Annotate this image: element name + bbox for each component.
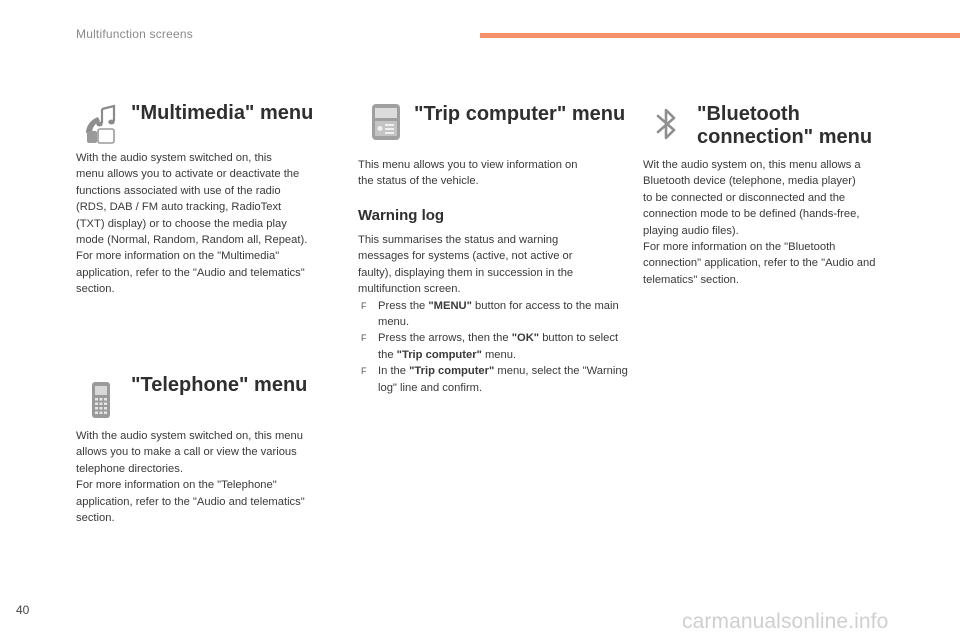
text-line: multifunction screen. — [358, 283, 461, 296]
text-line: application, refer to the "Audio and telematics" — [76, 266, 305, 279]
page-header-title: Multifunction screens — [76, 27, 193, 41]
bullet-mark: F — [361, 300, 367, 311]
text-line: With the audio system switched on, this — [76, 152, 272, 164]
text-line: messages for systems (active, not active or — [358, 250, 573, 263]
warning-log-steps — [358, 298, 633, 396]
text-line: application, refer to the "Audio and telematics" — [76, 495, 305, 508]
text-line: playing audio files). — [643, 224, 739, 237]
bluetooth-icon — [644, 102, 688, 146]
list-item — [358, 363, 633, 396]
step-text: Press the — [378, 299, 429, 312]
step-text: Press the arrows, then the — [378, 332, 512, 345]
step-text: button to select the — [378, 332, 619, 361]
step-text: menu, select the "Warning log" line and confirm. — [378, 365, 628, 394]
text-line: to be connected or disconnected and the — [643, 191, 846, 204]
trip-computer-intro — [358, 157, 633, 190]
trip-computer-menu-heading: "Trip computer" menu — [414, 103, 626, 125]
text-line: This summarises the status and warning — [358, 234, 559, 246]
trip-computer-icon — [364, 101, 408, 145]
text-line: For more information on the "Telephone" — [76, 479, 277, 492]
text-line: With the audio system switched on, this menu — [76, 430, 303, 442]
mobile-phone-icon — [78, 378, 122, 422]
text-line: telematics" section. — [643, 273, 739, 286]
telephone-menu-body — [76, 428, 346, 526]
text-line: This menu allows you to view information on — [358, 159, 578, 171]
page-number: 40 — [16, 603, 30, 617]
warning-log-body — [358, 232, 633, 396]
header-accent-bar — [480, 33, 960, 38]
step-bold-text: "Trip computer" — [396, 348, 482, 361]
text-line: section. — [76, 283, 115, 296]
heading-line: "Bluetooth — [697, 103, 800, 125]
bluetooth-menu-body — [643, 157, 923, 288]
step-bold-text: "OK" — [511, 332, 540, 345]
step-text: In the — [378, 365, 410, 378]
text-line: mode (Normal, Random, Random all, Repeat). — [76, 234, 308, 247]
text-line: For more information on the "Bluetooth — [643, 241, 836, 254]
text-line: menu allows you to activate or deactivate the — [76, 168, 300, 181]
text-line: (RDS, DAB / FM auto tracking, RadioText — [76, 201, 282, 214]
warning-log-heading: Warning log — [358, 207, 445, 224]
step-bold-text: "Trip computer" — [409, 365, 495, 378]
list-item — [358, 330, 633, 363]
list-item — [358, 298, 633, 331]
text-line: functions associated with use of the radio — [76, 184, 281, 197]
text-line: telephone directories. — [76, 462, 183, 475]
watermark-text: carmanualsonline.info — [682, 610, 889, 633]
multimedia-menu-heading: "Multimedia" menu — [131, 102, 314, 124]
text-line: (TXT) display) or to choose the media play — [76, 217, 287, 230]
step-text: menu. — [481, 348, 517, 361]
text-line: allows you to make a call or view the various — [76, 446, 297, 459]
bluetooth-menu-heading — [697, 103, 872, 149]
text-line: section. — [76, 512, 115, 525]
heading-line: connection" menu — [697, 126, 873, 148]
telephone-menu-heading: "Telephone" menu — [131, 374, 308, 396]
text-line: Bluetooth device (telephone, media player) — [643, 175, 856, 188]
text-line: connection" application, refer to the "Audio and — [643, 257, 876, 270]
music-phone-icon — [78, 103, 122, 147]
text-line: the status of the vehicle. — [358, 175, 479, 188]
multimedia-menu-body — [76, 150, 346, 298]
step-bold-text: "MENU" — [428, 299, 472, 312]
text-line: Wit the audio system on, this menu allows a — [643, 159, 861, 171]
text-line: connection mode to be defined (hands-free, — [643, 208, 860, 221]
step-text: button for access to the main menu. — [378, 299, 619, 329]
bullet-mark: F — [361, 333, 367, 344]
text-line: faulty), displaying them in succession in the — [358, 266, 574, 279]
bullet-mark: F — [361, 366, 367, 377]
text-line: For more information on the "Multimedia" — [76, 250, 280, 263]
